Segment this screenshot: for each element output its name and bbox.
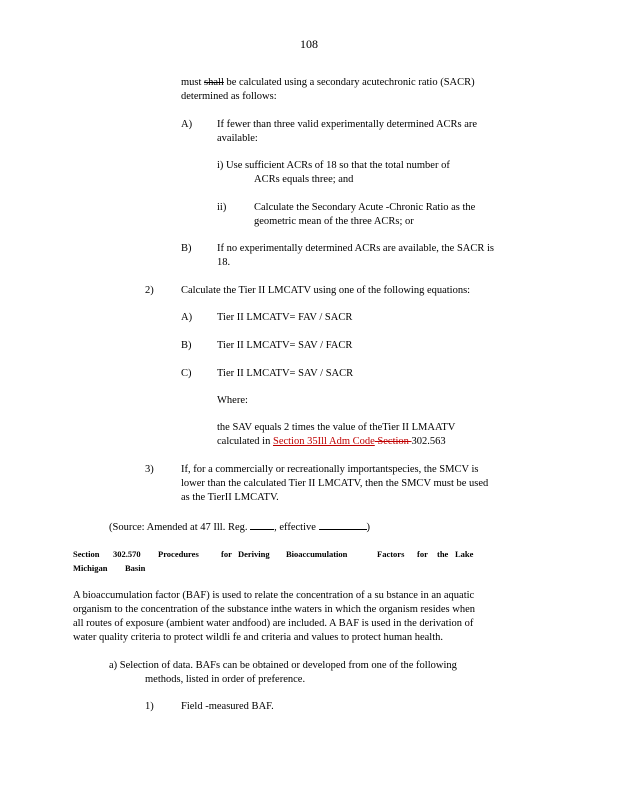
heading-word-basin: Basin bbox=[125, 563, 146, 573]
subitem-ii-label: ii) bbox=[217, 202, 227, 213]
heading-word-for: for bbox=[221, 549, 232, 559]
item-a-label: A) bbox=[181, 119, 193, 130]
equation-a: Tier II LMCATV= FAV / SACR bbox=[217, 312, 353, 323]
equation-b-label: B) bbox=[181, 340, 192, 351]
baf-line-4: water quality criteria to protect wildli fe and criteria and values to protect human health. bbox=[73, 632, 443, 643]
subitem-i-line-1: i) Use sufficient ACRs of 18 so that the total number of bbox=[217, 160, 450, 171]
deleted-shall: shall bbox=[204, 77, 224, 88]
item-1-label: 1) bbox=[145, 701, 154, 712]
equation-c-label: C) bbox=[181, 368, 192, 379]
item-3-line-2: lower than the calculated Tier II LMCATV, then the SMCV must be used bbox=[181, 478, 489, 489]
where-label: Where: bbox=[217, 395, 248, 406]
item-1-text: Field -measured BAF. bbox=[181, 701, 274, 712]
equation-c: Tier II LMCATV= SAV / SACR bbox=[217, 368, 354, 379]
item-2-text: Calculate the Tier II LMCATV using one of the following equations: bbox=[181, 285, 471, 296]
register-page-blank bbox=[250, 519, 274, 530]
heading-word-for-2: for bbox=[417, 549, 428, 559]
sav-line-1: the SAV equals 2 times the value of theTier II LMAATV bbox=[217, 422, 456, 433]
deleted-section: Section bbox=[374, 436, 412, 447]
heading-section: Section bbox=[73, 549, 100, 559]
item-2-label: 2) bbox=[145, 285, 154, 296]
baf-line-1: A bioaccumulation factor (BAF) is used to relate the concentration of a su bstance in an aquatic bbox=[73, 590, 475, 601]
heading-word-factors: Factors bbox=[377, 549, 405, 559]
subitem-ii-line-1: Calculate the Secondary Acute -Chronic Ratio as the bbox=[254, 202, 476, 213]
page-number: 108 bbox=[300, 37, 318, 51]
selection-line-2: methods, listed in order of preference. bbox=[145, 674, 306, 685]
intro-line-1: must shall be calculated using a secondary acutechronic ratio (SACR) bbox=[181, 77, 475, 88]
item-b-label: B) bbox=[181, 243, 192, 254]
inserted-citation: Section 35Ill Adm Code bbox=[272, 436, 375, 447]
selection-line-1: a) Selection of data. BAFs can be obtained or developed from one of the following bbox=[109, 660, 457, 671]
baf-line-2: organism to the concentration of the substance inthe waters in which the organism resides when bbox=[73, 604, 476, 615]
item-a-line-2: available: bbox=[217, 133, 258, 144]
item-3-line-1: If, for a commercially or recreationally importantspecies, the SMCV is bbox=[181, 464, 479, 475]
equation-b: Tier II LMCATV= SAV / FACR bbox=[217, 340, 353, 351]
heading-word-bioaccumulation: Bioaccumulation bbox=[286, 549, 348, 559]
sav-line-2: calculated in Section 35Ill Adm Code Section 302.563 bbox=[217, 436, 446, 447]
item-a-line-1: If fewer than three valid experimentally determined ACRs are bbox=[217, 119, 478, 130]
heading-word-the: the bbox=[437, 549, 449, 559]
heading-word-lake: Lake bbox=[455, 549, 474, 559]
subitem-i-line-2: ACRs equals three; and bbox=[254, 174, 354, 185]
equation-a-label: A) bbox=[181, 312, 193, 323]
source-note: (Source: Amended at 47 Ill. Reg. , effective ) bbox=[109, 519, 370, 535]
baf-line-3: all routes of exposure (ambient water andfood) are included. A BAF is used in the derivation of bbox=[73, 618, 474, 629]
item-b-line-1: If no experimentally determined ACRs are available, the SACR is bbox=[217, 243, 495, 254]
item-3-line-3: as the TierII LMCATV. bbox=[181, 492, 279, 503]
item-3-label: 3) bbox=[145, 464, 154, 475]
subitem-ii-line-2: geometric mean of the three ACRs; or bbox=[254, 216, 414, 227]
heading-word-michigan: Michigan bbox=[73, 563, 108, 573]
heading-word-deriving: Deriving bbox=[238, 549, 270, 559]
effective-date-blank bbox=[319, 519, 367, 530]
item-b-line-2: 18. bbox=[217, 257, 231, 268]
intro-line-2: determined as follows: bbox=[181, 91, 277, 102]
heading-word-procedures: Procedures bbox=[158, 549, 199, 559]
heading-number: 302.570 bbox=[113, 549, 141, 559]
